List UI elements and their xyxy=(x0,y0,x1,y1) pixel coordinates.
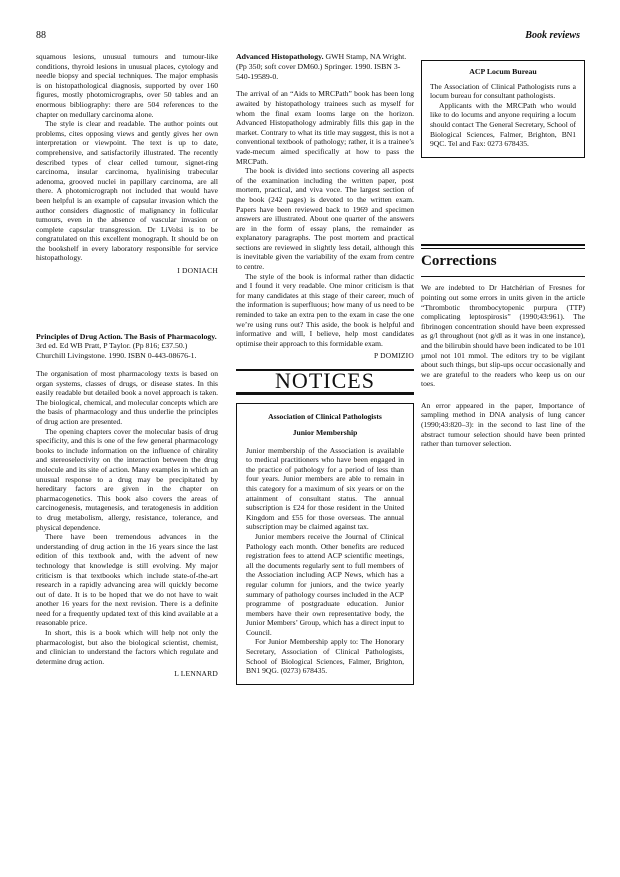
running-title: Book reviews xyxy=(525,30,580,41)
acp-locum-box xyxy=(421,60,585,158)
review2-para-2: The opening chapters cover the molecular basis of drug specificity, and this is one of the few general pharmacology books to include information on the influence of chirality and stereoselectivity on the interaction between the drug molecule and its site of action. Many examples in which an unusual response to a drug may be precipitated by hereditary factors are given in the chapter on pharmacogenetics. This book also covers the areas of carcinogenesis, mutagenesis, and teratogenesis in addition to drug metabolism, allergy, resistance, tolerance, and physical dependence. xyxy=(36,426,218,532)
notices-heading: NOTICES xyxy=(275,368,375,394)
review1-para-1: squamous lesions, unusual tumours and tumour-like conditions, thyroid lesions in unusual places, cytology and needle biopsy and special techniques. The major emphasis is on histopathological diagnosis, supported by over 160 figures, mostly photomicrographs, over 50 tables and an enormous bibliography: there are 504 references to the chapter on medullary carcinoma alone. xyxy=(36,52,218,119)
review3-para-3: The style of the book is informal rather than didactic and I found it very readable. One minor criticism is that for many candidates at this stage of their career, much of the information is superfluous; how many of us need to be reminded to take an extra pen to the exam in case the one we’re using runs out? This aside, the book is helpful and informative and will, I believe, help most candidates optimise their approach to this formidable exam. xyxy=(236,271,414,348)
box-title-junior: Junior Membership xyxy=(292,427,358,437)
review2-para-4: In short, this is a book which will help not only the pharmacologist, but also the biological scientist, chemist, and clinician to understand the factors which regulate and determine drug action. xyxy=(36,628,218,666)
corrections-rule-bottom xyxy=(421,276,585,277)
review2-signature: L LENNARD xyxy=(174,669,218,679)
acp-locum-title: ACP Locum Bureau xyxy=(469,67,537,76)
review1-signature: I DONIACH xyxy=(177,266,218,276)
corrections-rule-top xyxy=(421,244,585,246)
column-left xyxy=(36,52,218,679)
acp-para-1: The Association of Clinical Pathologists runs a locum bureau for consultant pathologists. xyxy=(430,81,576,101)
corrections-para-2: An error appeared in the paper, Importance of sampling method in DNA analysis of lung cancer (1990;43:820–3): in the second to last line of the abstract tumour selection should have been printed rather than turnover selection. xyxy=(421,400,585,449)
review3-heading xyxy=(236,52,414,81)
junior-membership-box xyxy=(236,403,414,685)
review2-title: Principles of Drug Action. The Basis of Pharmacology. xyxy=(36,331,217,341)
box-para-2: Junior members receive the Journal of Clinical Pathology each month. Other benefits are reduced registration fees to attend ACP scientific meetings, all the documents regularly sent to full members of the Association including ACP News, which has a regular column for juniors, and the twice yearly summary of pathology courses included in the ACP programme of postgraduate education. Junior members have their own representative body, the Junior Members’ Group, which has a direct input to Council. xyxy=(246,531,404,637)
column-middle xyxy=(236,52,414,685)
review3-signature: P DOMIZIO xyxy=(373,351,414,361)
review3-para-1: The arrival of an “Aids to MRCPath” book has been long awaited by histopathology trainees such as myself for whom the final exam looms large on the horizon. Advanced Histopathology admirably fills this gap in the market. Contrary to what its title may suggest, this is not a conventional textbook of pathology; rather, it is a trainee’s vade-mecum aimed specifically at how to pass the MRCPath. xyxy=(236,89,414,166)
review2-citation: 3rd ed. Ed WB Pratt, P Taylor. (Pp 816; £37.50.) Churchill Livingstone. 1990. ISBN 0-443-08676-1. xyxy=(36,341,197,361)
box-para-3: For Junior Membership apply to: The Honorary Secretary, Association of Clinical Pathologists, School of Biological Sciences, Falmer, Brighton, BN1 9QG. (0273) 678435. xyxy=(246,637,404,676)
review3-title: Advanced Histopathology. xyxy=(236,52,324,61)
review1-para-2: The style is clear and readable. The author points out problems, cites opposing views and gently gives her own interpretation or viewpoint. The text is up to date, comprehensive, and satisfactorily illustrated. The recently described types of clear celled tumour, signet-ring carcinoma, insular carcinoma, hyalinising trabecular adenoma, grooved nuclei in papillary carcinoma, are all there. A photomicrograph not included that would have been helpful is an example of capsular invasion which the author considers diagnostic of malignancy in follicular tumours, even in the absence of vascular invasion or complete capsular transgression. Dr LiVolsi is to be congratulated on this excellent monograph. It should be on the bookshelf in every laboratory responsible for service histopathology. xyxy=(36,119,218,263)
review2-para-1: The organisation of most pharmacology texts is based on organ systems, classes of drugs, or disease states. In this easily readable but detailed book a novel approach is taken. The biological, chemical, and molecular concepts which are the basis of pharmacology and thus underlie the principles of drug action are presented. xyxy=(36,369,218,427)
corrections-heading: Corrections xyxy=(421,252,497,269)
acp-para-2: Applicants with the MRCPath who would like to do locums and anyone requiring a locum should contact The General Secretary, School of Biological Sciences, Falmer, Brighton, BN1 9QC. Tel and Fax: 0273 678435. xyxy=(430,100,576,149)
column-right xyxy=(421,52,585,449)
box-title-acp: Association of Clinical Pathologists xyxy=(268,411,382,421)
notices-section xyxy=(236,369,414,685)
review2-heading xyxy=(36,332,218,361)
corrections-para-1: We are indebted to Dr Hatchérian of Fresnes for pointing out some errors in units given in the article “Thrombotic thrombocytopenic purpura (TTP) complicating leptospirosis” (1990;43:961). The fibrinogen concentration should have been expressed as g/l throughout (not g/dl as it was in one instance), and the bilirubin should have been indicated to be 101 µmol not 101 mmol. The editors try to be vigilant about such things, but slip-ups occur occasionally and we are grateful to the readers who keep us on our toes. xyxy=(421,283,585,389)
box-para-1: Junior membership of the Association is available to medical practitioners who have been engaged in the practice of pathology for a period of less than four years. Junior members are able to remain in this category for a maximum of six years or on the attainment of consultant status. The annual subscription is £24 for those resident in the United Kingdom and £55 for those overseas. The annual subscription may be claimed against tax. xyxy=(246,445,404,532)
review3-citation: GWH Stamp, NA Wright. (Pp 350; soft cover DM60.) Springer. 1990. ISBN 3-540-19589-0. xyxy=(236,52,407,81)
page-number: 88 xyxy=(36,30,46,41)
review2-para-3: There have been tremendous advances in the understanding of drug action in the 16 years since the last edition of this textbook and, with the advent of new technology that knowledge is still evolving. My major criticism is that textbooks which include state-of-the-art research in a rapidly advancing area will quickly become out of date. It is to be hoped that we do not have to wait another 16 years for the next revision. There is a definite need for a frequently updated text of this kind available at a reasonable price. xyxy=(36,532,218,628)
review3-para-2: The book is divided into sections covering all aspects of the examination including the written paper, post mortem, practical, and viva voce. The largest section of the book (242 pages) is devoted to the written exam. Papers have been reviewed back to 1969 and specimen answers are illustrated. About one quarter of the answers are in the form of essay plans, the remainder as explanatory paragraphs. The post mortem and practical sections are reviewed in slightly less detail, although this is inevitable given the variability of the exam from centre to centre. xyxy=(236,166,414,272)
